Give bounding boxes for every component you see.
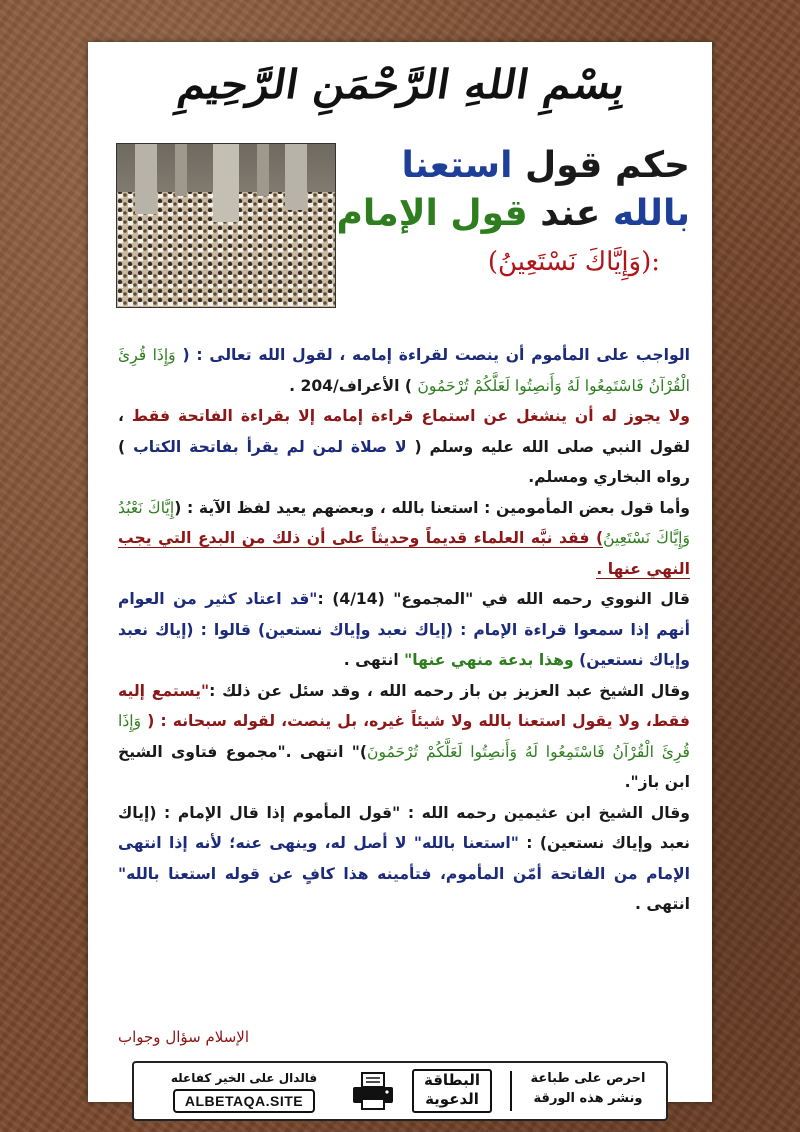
p6-citation: وقال الشيخ ابن عثيمين رحمه الله : "قول المأموم إذا قال الإمام : (إياك نعبد وإياك نستعين) : [118,803,690,852]
p5-end: )" انتهى ."مجموع فتاوى الشيخ ابن باز". [118,742,690,791]
p6-end: انتهى . [635,895,690,913]
paragraph-6 [118,798,690,920]
p4-citation: قال النووي رحمه الله في "المجموع" (4/14) : [317,590,690,608]
p3-quran-verse: إِيَّاكَ نَعْبُدُ وَإِيَّاكَ نَسْتَعِينُ [118,498,690,547]
title-word-istaana: استعنا [401,145,513,186]
footer-proverb: فالدال على الخير كفاعله [170,1071,318,1085]
p1-reference: ) الأعراف/204 . [289,376,418,395]
basmala-calligraphy: بِسْمِ اللهِ الرَّحْمَنِ الرَّحِيمِ [175,61,629,108]
site-url[interactable]: ALBETAQA.SITE [173,1089,315,1113]
p6-quote: "استعنا بالله" لا أصل له، وينهى عنه؛ لأنه إذا انتهى الإمام من الفاتحة أمّن المأموم، فتأمينه هذا كافٍ عن قوله استعنا بالله" [118,834,690,883]
mosque-photo-graphic [117,144,335,307]
title-line-2 [330,190,690,238]
footer-print-note [528,1069,648,1109]
title-word-inda: عند [527,193,601,234]
footer-print-line-1: احرص على طباعة [530,1071,646,1086]
p4-quote: "قد اعتاد كثير من العوام أنهم إذا سمعوا قراءة الإمام : (إياك نعبد وإياك نستعين) قالوا : (إياك نعبد وإياك نستعين) [118,590,690,669]
paragraph-1 [118,340,690,401]
source-attribution: الإسلام سؤال وجواب [118,1028,250,1046]
logo-line-2: الدعوية [425,1090,479,1108]
logo-line-1: البطاقة [423,1071,481,1089]
p5-quote: "يستمع إليه فقط، ولا يقول استعنا بالله ولا شيئاً غيره، بل ينصت، لقوله سبحانه : ( [118,681,690,730]
p4-bidah: وهذا بدعة منهي عنها" [404,651,580,669]
title-word-billah: بالله [600,193,690,234]
p2-hadith: لا صلاة لمن لم يقرأ بفاتحة الكتاب [133,437,407,456]
paragraph-4 [118,584,690,676]
footer-divider [510,1071,512,1111]
title-word-ruling: حكم قول [512,145,690,186]
document-sheet [88,42,712,1109]
footer-site-block [144,1069,344,1113]
p3-warning: ) فقد نبَّه العلماء قديماً وحديثاً على أن ذلك من البدع التي يجب النهي عنها . [118,529,690,578]
footer-print-line-2: ونشر هذه الورقة [533,1091,643,1106]
article-body [118,340,690,920]
title-verse: :(وَإِيَّاكَ نَسْتَعِينُ) [487,247,660,277]
albetaqa-logo [412,1069,492,1113]
p5-citation: وقال الشيخ عبد العزيز بن باز رحمه الله ، وقد سئل عن ذلك : [209,681,690,700]
p2-text: ولا يجوز له أن ينشغل عن استماع قراءة إمامه إلا بقراءة الفاتحة فقط [131,407,690,425]
title-line-1 [330,142,690,190]
p1-text: الواجب على المأموم أن ينصت لقراءة إمامه ، لقول الله تعالى : ( [175,346,690,364]
p3-text: وأما قول بعض المأمومين : استعنا بالله ، وبعضهم يعيد لفظ الآية : ( [174,498,690,517]
paragraph-5 [118,676,690,798]
p5-quran-verse: وَإِذَا قُرِئَ الْقُرْآنُ فَاسْتَمِعُوا لَهُ وَأَنصِتُوا لَعَلَّكُمْ تُرْحَمُونَ [118,712,690,761]
paragraph-3 [118,493,690,585]
printer-icon [350,1071,396,1111]
paragraph-2 [118,401,690,493]
footer-banner [132,1061,668,1121]
p1-quran-verse: وَإِذَا قُرِئَ الْقُرْآنُ فَاسْتَمِعُوا لَهُ وَأَنصِتُوا لَعَلَّكُمْ تُرْحَمُونَ [118,346,690,395]
p2-reference: ) رواه البخاري ومسلم. [118,437,690,486]
page-title [330,142,690,286]
p4-end: انتهى . [343,651,405,669]
p2-text-b: ، لقول النبي صلى الله عليه وسلم ( [118,407,690,456]
title-word-imam: قول الإمام [336,193,528,234]
mosque-photo [116,143,336,308]
